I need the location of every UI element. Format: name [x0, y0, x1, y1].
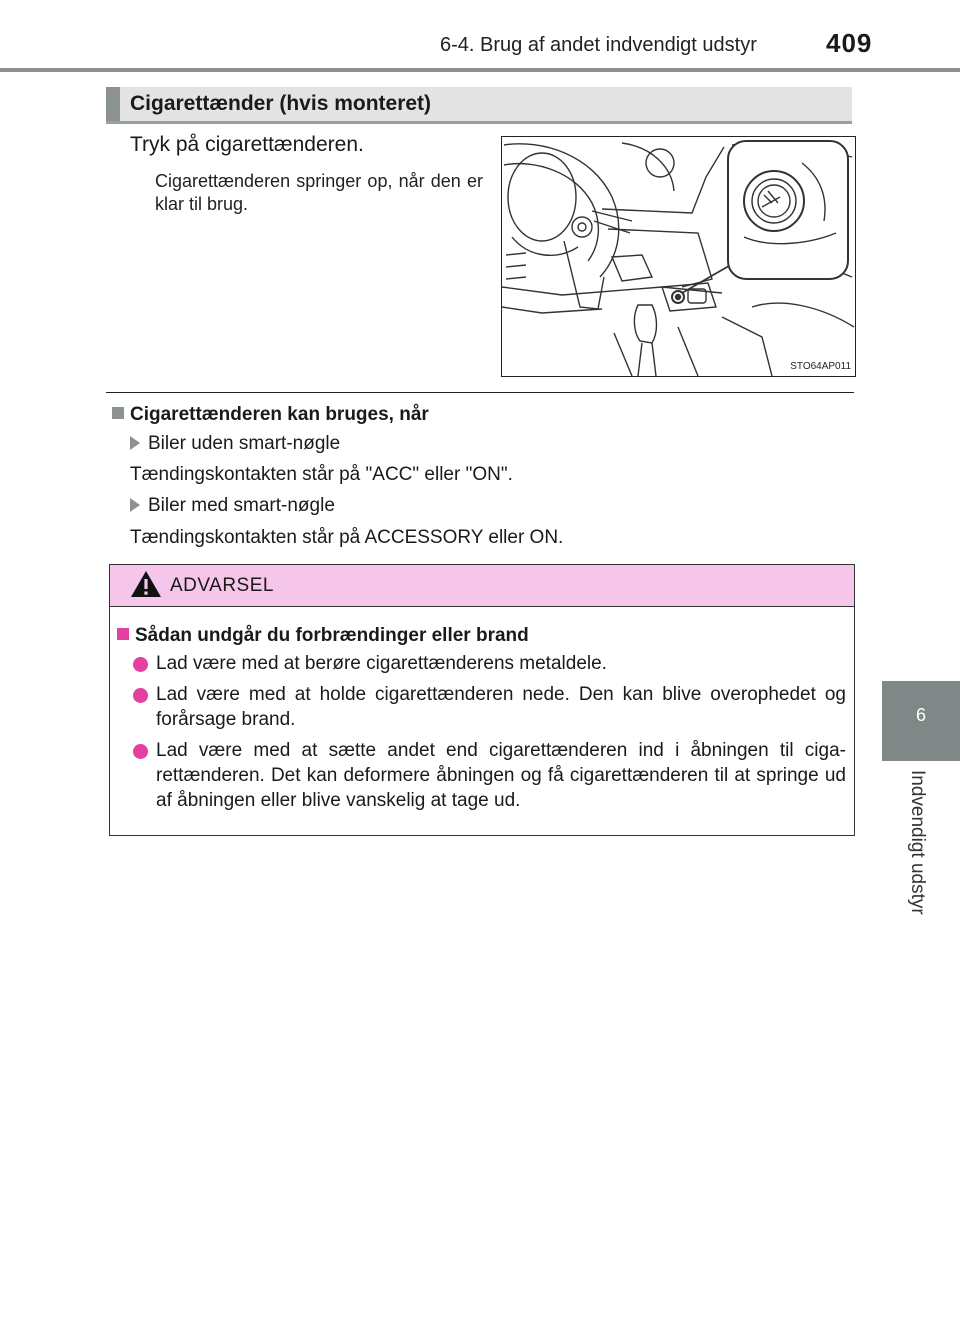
usage-condition — [130, 495, 335, 517]
usage-detail: Tændingskontakten står på "ACC" eller "ON". — [130, 464, 513, 485]
section-title-accent — [106, 87, 120, 121]
chapter-tab — [882, 681, 960, 761]
usage-heading-text: Cigarettænderen kan bruges, når — [130, 404, 429, 425]
page-number: 409 — [826, 28, 873, 58]
section-title-bar — [106, 87, 852, 124]
section-title: Cigarettænder (hvis monteret) — [130, 92, 432, 115]
step-note: Cigarettænderen springer op, når den er klar til brug. — [155, 171, 483, 214]
warning-header — [110, 565, 854, 607]
chapter-label-container — [880, 762, 958, 992]
header-title: 6-4. Brug af andet indvendigt udstyr — [440, 34, 757, 56]
cigarette-lighter-illustration — [501, 136, 856, 377]
square-bullet-icon — [117, 628, 129, 640]
warning-heading — [117, 625, 529, 647]
section-divider — [106, 392, 854, 393]
circle-bullet-icon — [133, 744, 148, 759]
circle-bullet-icon — [133, 657, 148, 672]
usage-condition-text: Biler med smart-nøgle — [148, 495, 335, 516]
chapter-label: Indvendigt udstyr — [907, 770, 928, 915]
square-bullet-icon — [112, 407, 124, 419]
circle-bullet-icon — [133, 688, 148, 703]
warning-box — [109, 564, 855, 836]
warning-label: ADVARSEL — [170, 575, 274, 596]
usage-detail: Tændingskontakten står på ACCESSORY eller ON. — [130, 527, 564, 548]
usage-heading — [112, 404, 429, 426]
warning-item: Lad være med at sætte andet end cigarettænderen ind i åbningen til ciga-rettænderen. Det kan deformere åbningen og få cigarettænderen til at springe ud af åbningen eller blive vanskelig at tage ud. — [156, 740, 846, 811]
header-rule — [0, 68, 960, 72]
warning-item: Lad være med at berøre cigarettænderens metaldele. — [156, 653, 607, 674]
usage-condition — [130, 433, 340, 455]
step-instruction: Tryk på cigarettænderen. — [130, 133, 364, 156]
illustration-code: STO64AP011 — [790, 361, 851, 372]
triangle-bullet-icon — [130, 498, 140, 512]
warning-heading-text: Sådan undgår du forbrændinger eller brand — [135, 625, 529, 646]
dashboard-drawing — [502, 137, 855, 376]
warning-triangle-icon — [130, 569, 162, 599]
chapter-number: 6 — [915, 705, 926, 725]
warning-item: Lad være med at holde cigarettænderen nede. Den kan blive overophedet og forårsage brand. — [156, 684, 846, 730]
triangle-bullet-icon — [130, 436, 140, 450]
usage-condition-text: Biler uden smart-nøgle — [148, 433, 341, 454]
